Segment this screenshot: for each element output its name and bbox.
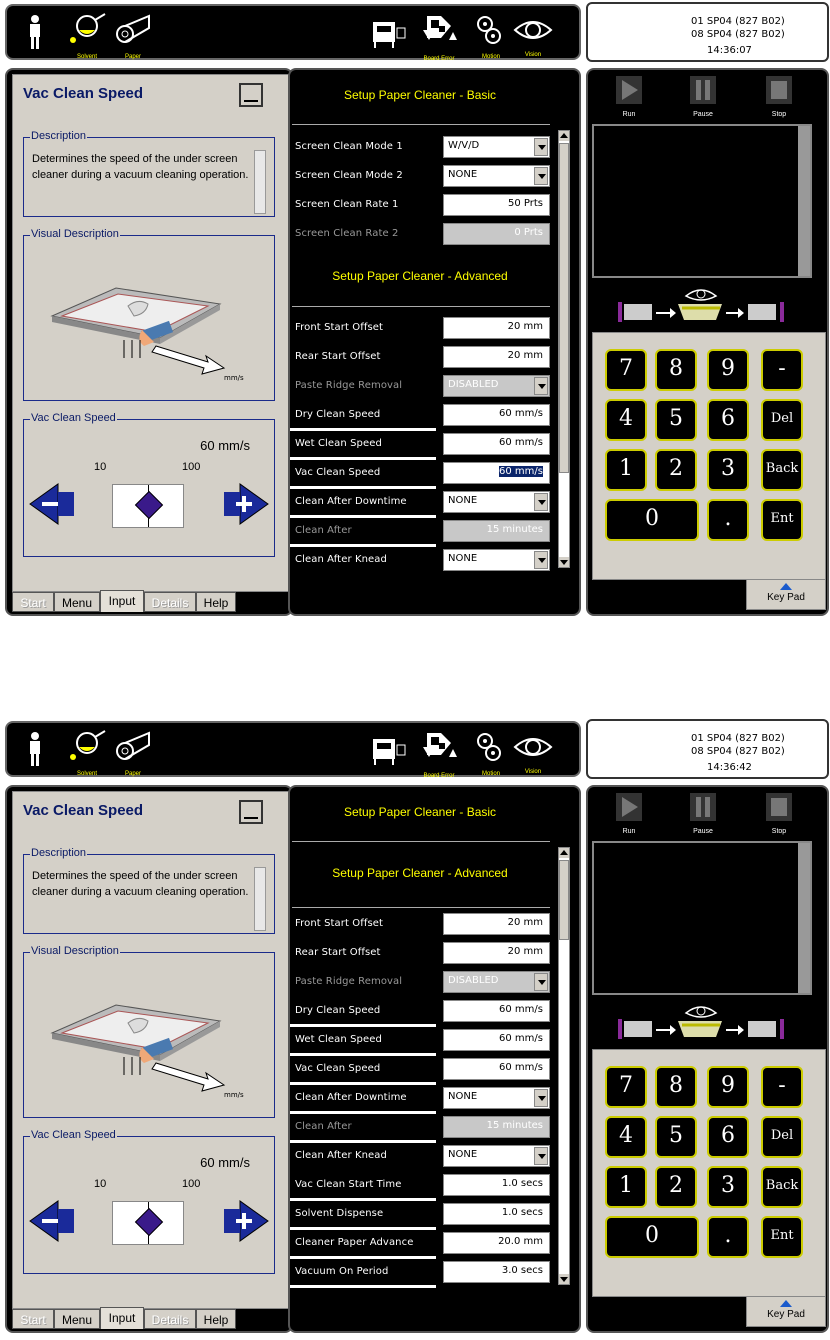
setting-row [290,1000,552,1022]
tab-input[interactable]: Input [100,590,144,612]
advanced-section-header: Setup Paper Cleaner - Advanced [332,866,508,880]
top-toolbar [5,721,581,777]
illustration-unit: mm/s [224,374,244,382]
keypad-key[interactable]: 0 [605,499,699,541]
status-time: 14:36:07 [707,45,752,56]
scroll-thumb[interactable] [559,143,569,473]
tab-menu[interactable]: Menu [54,592,100,612]
scroll-up-arrow[interactable] [559,131,569,141]
stop-label: Stop [771,828,787,835]
setting-row [290,194,552,216]
selected-text: 60 mm/s [499,466,543,477]
solvent-icon[interactable] [67,12,107,60]
row-underline [290,1285,436,1288]
setting-row [290,549,552,571]
camera-view [592,841,812,995]
dropdown-value: NONE [448,495,478,506]
keypad-key[interactable]: 4 [605,1116,647,1158]
solvent-icon[interactable] [67,729,107,777]
vision-label: Vision [524,769,542,775]
tab-details[interactable]: Details [144,1309,196,1329]
row-underline [290,1053,436,1056]
keypad-key[interactable]: . [707,499,749,541]
keypad-key[interactable]: - [761,349,803,391]
keypad [592,332,826,580]
setting-input[interactable]: 0 Prts [443,223,550,245]
speed-group [23,1129,275,1274]
setting-dropdown[interactable] [443,549,550,571]
speed-value: 60 mm/s [200,1155,250,1170]
setting-dropdown[interactable] [443,491,550,513]
setting-row [290,346,552,368]
setting-label: Vac Clean Speed [295,467,381,478]
cleaner-illustration [38,246,258,396]
setting-input[interactable]: 20.0 mm [443,1232,550,1254]
section-divider [292,306,550,307]
board-error-icon[interactable] [419,727,459,779]
tab-menu[interactable]: Menu [54,1309,100,1329]
setting-row [290,433,552,455]
run-label: Run [622,828,636,835]
pause-button[interactable] [678,76,728,118]
motion-label: Motion [481,54,500,60]
operator-icon[interactable] [25,731,45,767]
keypad-key[interactable]: 3 [707,1166,749,1208]
section-divider [292,841,550,842]
description-label: Description [31,847,87,859]
paper-label: Paper [124,771,141,777]
keypad-key[interactable]: 6 [707,399,749,441]
keypad-key[interactable]: Ent [761,499,803,541]
conveyor-status-graphic [616,282,786,326]
visual-description-label: Visual Description [31,228,119,240]
row-underline [290,1111,436,1114]
decrease-button[interactable] [28,482,76,526]
setting-row [290,913,552,935]
keypad-key[interactable]: 0 [605,1216,699,1258]
chevron-down-icon[interactable] [534,1089,548,1107]
visual-description-group [23,228,275,401]
speed-group-label: Vac Clean Speed [31,1129,116,1141]
setting-label: Vac Clean Speed [295,1063,381,1074]
setting-row [290,1145,552,1167]
setting-label: Front Start Offset [295,322,384,333]
board-error-icon[interactable] [419,10,459,62]
paper-icon[interactable] [113,729,153,777]
setting-label: Paste Ridge Removal [295,380,403,391]
setting-label: Paste Ridge Removal [295,976,403,987]
setting-row [290,1203,552,1225]
row-underline [290,457,436,460]
setting-label: Clean After [295,1121,352,1132]
row-underline [290,1082,436,1085]
printer-machine-icon[interactable] [369,14,409,50]
tab-details[interactable]: Details [144,592,196,612]
chevron-down-icon[interactable] [534,551,548,569]
keypad-key[interactable]: . [707,1216,749,1258]
vision-label: Vision [524,52,542,58]
help-panel [12,791,290,1309]
speed-slider[interactable] [112,484,184,528]
keypad-key[interactable]: 1 [605,1166,647,1208]
panel-tabs [12,592,262,614]
row-underline [290,1198,436,1201]
illustration-unit: mm/s [224,1091,244,1099]
tab-start[interactable]: Start [12,592,54,612]
setting-dropdown[interactable] [443,136,550,158]
setting-input[interactable]: 20 mm [443,317,550,339]
description-scrollbar[interactable] [254,867,266,931]
setting-row [290,1029,552,1051]
minimize-button[interactable] [239,83,263,107]
setting-input[interactable]: 20 mm [443,942,550,964]
range-max: 100 [182,1178,201,1190]
basic-section-header: Setup Paper Cleaner - Basic [343,805,497,819]
run-label: Run [622,111,636,118]
setting-input[interactable]: 60 mm/s [443,433,550,455]
chevron-down-icon[interactable] [534,138,548,156]
setting-row [290,317,552,339]
dropdown-value: W/V/D [448,140,480,151]
setting-dropdown[interactable] [443,971,550,993]
setting-input[interactable]: 1.0 secs [443,1174,550,1196]
chevron-down-icon[interactable] [534,1147,548,1165]
tab-help[interactable]: Help [196,592,236,612]
row-underline [290,1256,436,1259]
setting-row [290,223,552,245]
setting-label: Clean After Downtime [295,496,407,507]
board-error-label: Board Error [423,56,455,62]
keypad-key[interactable]: 3 [707,449,749,491]
conveyor-status-graphic [616,999,786,1043]
setting-input[interactable]: 60 mm/s [443,1000,550,1022]
increase-button[interactable] [222,1199,270,1243]
keypad-key[interactable]: 8 [655,1066,697,1108]
keypad-tab[interactable] [746,580,826,610]
keypad-key[interactable]: Del [761,1116,803,1158]
paper-label: Paper [124,54,141,60]
keypad-key[interactable]: - [761,1066,803,1108]
keypad [592,1049,826,1297]
setting-label: Clean After Knead [295,1150,387,1161]
stop-button[interactable] [754,76,804,118]
section-divider [292,124,550,125]
camera-view [592,124,812,278]
setting-input[interactable]: 1.0 secs [443,1203,550,1225]
range-min: 10 [94,461,107,473]
keypad-tab[interactable] [746,1297,826,1327]
keypad-tab-label: Key Pad [767,1309,805,1320]
vision-icon[interactable] [513,14,553,58]
setting-input[interactable]: 20 mm [443,913,550,935]
pause-button[interactable] [678,793,728,835]
increase-button[interactable] [222,482,270,526]
setting-row [290,491,552,513]
setting-label: Dry Clean Speed [295,409,381,420]
status-line-1: 01 SP04 (827 B02) [691,16,785,27]
dropdown-value: DISABLED [448,975,499,986]
setting-label: Screen Clean Rate 1 [295,199,399,210]
stop-button[interactable] [754,793,804,835]
keypad-key[interactable]: 9 [707,349,749,391]
keypad-key[interactable]: Back [761,1166,803,1208]
setting-row [290,462,552,484]
scroll-down-arrow[interactable] [559,557,569,567]
status-line-2: 08 SP04 (827 B02) [691,29,785,40]
setting-label: Clean After [295,525,352,536]
dropdown-value: NONE [448,169,478,180]
setting-row [290,1087,552,1109]
setting-label: Vacuum On Period [295,1266,389,1277]
operator-icon[interactable] [25,14,45,50]
setting-input[interactable]: 15 minutes [443,1116,550,1138]
help-panel [12,74,290,592]
setting-label: Rear Start Offset [295,947,381,958]
stop-label: Stop [771,111,787,118]
setting-row [290,1261,552,1283]
setting-label: Screen Clean Mode 2 [295,170,403,181]
setting-row [290,404,552,426]
run-button[interactable] [604,793,654,835]
panel-title: Vac Clean Speed [23,802,144,819]
run-button[interactable] [604,76,654,118]
speed-slider[interactable] [112,1201,184,1245]
scroll-thumb[interactable] [559,860,569,940]
keypad-key[interactable]: 7 [605,1066,647,1108]
setting-input[interactable]: 60 mm/s [443,1029,550,1051]
solvent-label: Solvent [76,54,97,60]
row-underline [290,486,436,489]
setting-label: Dry Clean Speed [295,1005,381,1016]
setting-input[interactable]: 60 mm/s [443,404,550,426]
description-text: Determines the speed of the under screen cleaner during a vacuum cleaning operation. [32,153,249,181]
keypad-up-icon [780,1300,792,1307]
chevron-down-icon[interactable] [534,493,548,511]
advanced-section-header: Setup Paper Cleaner - Advanced [332,269,508,283]
keypad-key[interactable]: 2 [655,449,697,491]
setting-dropdown[interactable] [443,165,550,187]
keypad-key[interactable]: 4 [605,399,647,441]
printer-machine-icon[interactable] [369,731,409,767]
keypad-key[interactable]: Back [761,449,803,491]
keypad-key[interactable]: 5 [655,1116,697,1158]
dropdown-value: NONE [448,1091,478,1102]
machine-screen [0,0,830,623]
tab-input[interactable]: Input [100,1307,144,1329]
setting-row [290,520,552,542]
panel-tabs [12,1309,262,1331]
visual-description-group [23,945,275,1118]
keypad-key[interactable]: 6 [707,1116,749,1158]
visual-description-label: Visual Description [31,945,119,957]
setting-label: Screen Clean Rate 2 [295,228,399,239]
status-box [586,2,829,62]
row-underline [290,1024,436,1027]
paper-icon[interactable] [113,12,153,60]
dropdown-value: NONE [448,1149,478,1160]
setting-label: Clean After Knead [295,554,387,565]
setting-row [290,136,552,158]
setting-input[interactable]: 20 mm [443,346,550,368]
tab-help[interactable]: Help [196,1309,236,1329]
speed-group-label: Vac Clean Speed [31,412,116,424]
section-divider [292,907,550,908]
setting-dropdown[interactable] [443,1087,550,1109]
slider-thumb[interactable] [135,491,163,519]
setting-row [290,1058,552,1080]
board-error-label: Board Error [423,773,455,779]
keypad-key[interactable]: 9 [707,1066,749,1108]
keypad-key[interactable]: 2 [655,1166,697,1208]
chevron-down-icon[interactable] [534,167,548,185]
setting-input[interactable]: 60 mm/s [443,1058,550,1080]
cleaner-illustration [38,963,258,1113]
setting-label: Wet Clean Speed [295,1034,382,1045]
settings-scrollbar[interactable] [558,130,570,568]
status-time: 14:36:42 [707,762,752,773]
speed-value: 60 mm/s [200,438,250,453]
motion-icon[interactable] [471,12,507,60]
setting-input[interactable]: 50 Prts [443,194,550,216]
setting-row [290,971,552,993]
setting-row [290,1116,552,1138]
setting-dropdown[interactable] [443,375,550,397]
decrease-button[interactable] [28,1199,76,1243]
chevron-down-icon[interactable] [534,973,548,991]
top-toolbar [5,4,581,60]
setting-label: Front Start Offset [295,918,384,929]
description-group [23,847,275,934]
control-panel [586,785,829,1333]
scroll-up-arrow[interactable] [559,848,569,858]
chevron-down-icon[interactable] [534,377,548,395]
keypad-key[interactable]: Del [761,399,803,441]
panel-title: Vac Clean Speed [23,85,144,102]
row-underline [290,428,436,431]
motion-icon[interactable] [471,729,507,777]
row-underline [290,1140,436,1143]
description-text: Determines the speed of the under screen cleaner during a vacuum cleaning operation. [32,870,249,898]
pause-label: Pause [693,111,713,118]
basic-section-header: Setup Paper Cleaner - Basic [343,88,497,102]
setting-label: Solvent Dispense [295,1208,384,1219]
status-box [586,719,829,779]
keypad-key[interactable]: Ent [761,1216,803,1258]
range-max: 100 [182,461,201,473]
setting-label: Screen Clean Mode 1 [295,141,403,152]
machine-screen [0,717,830,1340]
row-underline [290,515,436,518]
solvent-label: Solvent [76,771,97,777]
pause-label: Pause [693,828,713,835]
keypad-up-icon [780,583,792,590]
description-group [23,130,275,217]
setting-input[interactable] [443,462,550,484]
setting-row [290,375,552,397]
setting-row [290,1232,552,1254]
keypad-key[interactable]: 7 [605,349,647,391]
keypad-key[interactable]: 1 [605,449,647,491]
description-scrollbar[interactable] [254,150,266,214]
dropdown-value: DISABLED [448,379,499,390]
motion-label: Motion [481,771,500,777]
keypad-key[interactable]: 8 [655,349,697,391]
keypad-key[interactable]: 5 [655,399,697,441]
setting-input[interactable]: 3.0 secs [443,1261,550,1283]
settings-panel [288,785,581,1333]
description-label: Description [31,130,87,142]
setting-row [290,165,552,187]
setting-row [290,942,552,964]
settings-panel [288,68,581,616]
setting-label: Rear Start Offset [295,351,381,362]
status-line-1: 01 SP04 (827 B02) [691,733,785,744]
control-panel [586,68,829,616]
speed-group [23,412,275,557]
setting-row [290,1174,552,1196]
setting-label: Cleaner Paper Advance [295,1237,414,1248]
setting-label: Wet Clean Speed [295,438,382,449]
range-min: 10 [94,1178,107,1190]
keypad-tab-label: Key Pad [767,592,805,603]
settings-scrollbar[interactable] [558,847,570,1285]
scroll-down-arrow[interactable] [559,1274,569,1284]
setting-input[interactable]: 15 minutes [443,520,550,542]
vision-icon[interactable] [513,731,553,775]
tab-start[interactable]: Start [12,1309,54,1329]
row-underline [290,1227,436,1230]
setting-label: Vac Clean Start Time [295,1179,402,1190]
row-underline [290,544,436,547]
status-line-2: 08 SP04 (827 B02) [691,746,785,757]
slider-thumb[interactable] [135,1208,163,1236]
minimize-button[interactable] [239,800,263,824]
setting-label: Clean After Downtime [295,1092,407,1103]
setting-dropdown[interactable] [443,1145,550,1167]
dropdown-value: NONE [448,553,478,564]
